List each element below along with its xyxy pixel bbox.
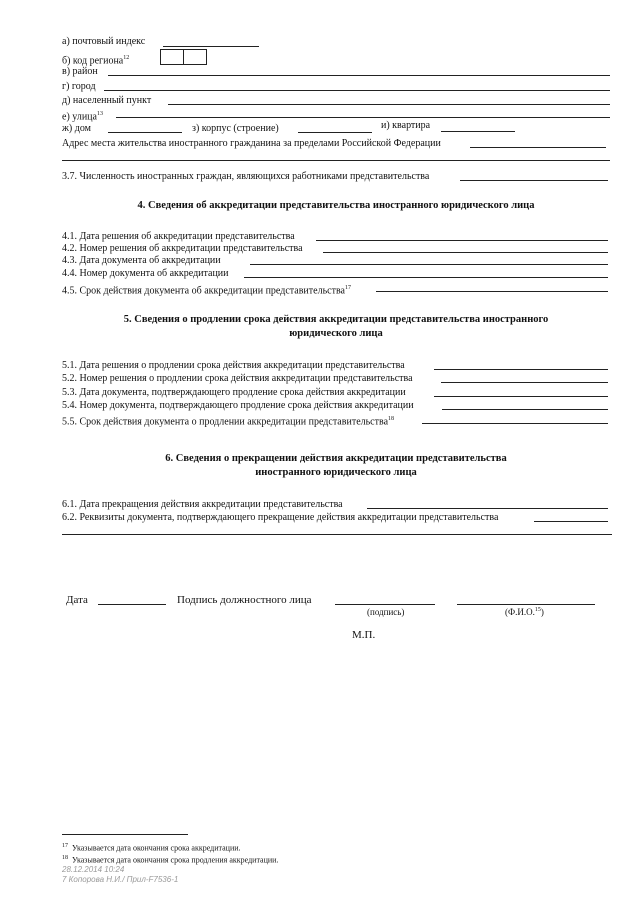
region-code-box-2[interactable] (183, 49, 207, 65)
item-5-5-field[interactable] (422, 423, 608, 424)
item-4-2-label: 4.2. Номер решения об аккредитации представительства (62, 243, 303, 254)
section-6-title-line1: 6. Сведения о прекращении действия аккредитации представительства (165, 453, 507, 464)
item-5-1-label: 5.1. Дата решения о продлении срока действия аккредитации представительства (62, 360, 405, 371)
item-6-2-field-1[interactable] (534, 521, 608, 522)
locality-label: д) населенный пункт (62, 95, 152, 106)
street-label: е) улица$^{13}$ (62, 111, 103, 123)
item-5-3-label: 5.3. Дата документа, подтверждающего продление срока действия аккредитации (62, 387, 406, 398)
item-5-4-label: 5.4. Номер документа, подтверждающего продление срока действия аккредитации (62, 400, 414, 411)
date-label: Дата (66, 594, 88, 606)
section-4-title: 4. Сведения об аккредитации представительства иностранного юридического лица (137, 200, 535, 211)
building-field[interactable] (298, 132, 372, 133)
item-3-7-field[interactable] (460, 180, 608, 181)
section-5-title-line1: 5. Сведения о продлении срока действия аккредитации представительства иностранного (123, 314, 549, 325)
footnote-divider (62, 834, 188, 835)
region-code-label: б) код региона$^{12}$ (62, 55, 130, 67)
city-label: г) город (62, 81, 96, 92)
full-name-caption: (Ф.И.О.$^{15}$) (505, 607, 544, 617)
item-3-7-label: 3.7. Численность иностранных граждан, являющихся работниками представительства (62, 171, 430, 182)
section-5-title-line2: юридического лица (289, 328, 383, 339)
item-6-2-label: 6.2. Реквизиты документа, подтверждающего прекращение действия аккредитации представительства (62, 512, 499, 523)
building-label: з) корпус (строение) (192, 123, 279, 134)
date-field[interactable] (98, 604, 166, 605)
item-5-1-field[interactable] (434, 369, 608, 370)
foreign-address-field-2[interactable] (62, 160, 610, 161)
postal-index-field[interactable] (163, 46, 259, 47)
item-5-4-field[interactable] (442, 409, 608, 410)
footnote-17: $^{17}$ Указывается дата окончания срока аккредитации. (62, 843, 241, 853)
print-stamp-date: 28.12.2014 10:24 (62, 865, 125, 874)
signature-caption: (подпись) (367, 607, 405, 617)
house-field[interactable] (108, 132, 182, 133)
district-label: в) район (62, 66, 98, 77)
item-4-4-label: 4.4. Номер документа об аккредитации (62, 268, 229, 279)
city-field[interactable] (104, 90, 610, 91)
house-label: ж) дом (62, 123, 91, 134)
signature-field[interactable] (335, 604, 435, 605)
item-5-5-label: 5.5. Срок действия документа о продлении аккредитации представительства$^{18}$ (62, 416, 395, 428)
item-4-3-field[interactable] (250, 264, 608, 265)
item-4-5-label: 4.5. Срок действия документа об аккредитации представительства$^{17}$ (62, 285, 351, 297)
seal-label: М.П. (352, 629, 376, 641)
foreign-address-field-1[interactable] (470, 147, 606, 148)
item-6-2-field-2[interactable] (62, 534, 612, 535)
apartment-label: и) квартира (381, 120, 431, 131)
postal-index-label: а) почтовый индекс (62, 36, 146, 47)
item-4-1-field[interactable] (316, 240, 608, 241)
item-5-2-field[interactable] (441, 382, 608, 383)
foreign-address-label: Адрес места жительства иностранного гражданина за пределами Российской Федерации (62, 138, 441, 149)
item-5-2-label: 5.2. Номер решения о продлении срока действия аккредитации представительства (62, 373, 413, 384)
print-stamp-info: 7 Копорова Н.И./ Прил-F7536-1 (62, 875, 179, 884)
item-4-1-label: 4.1. Дата решения об аккредитации представительства (62, 231, 295, 242)
signature-label: Подпись должностного лица (177, 594, 312, 606)
item-4-4-field[interactable] (244, 277, 608, 278)
item-6-1-field[interactable] (367, 508, 608, 509)
street-field[interactable] (116, 117, 610, 118)
region-code-box-1[interactable] (160, 49, 184, 65)
footnote-18: $^{18}$ Указывается дата окончания срока продления аккредитации. (62, 855, 279, 865)
district-field[interactable] (108, 75, 610, 76)
item-4-5-field[interactable] (376, 291, 608, 292)
item-5-3-field[interactable] (434, 396, 608, 397)
item-6-1-label: 6.1. Дата прекращения действия аккредитации представительства (62, 499, 343, 510)
locality-field[interactable] (168, 104, 610, 105)
item-4-3-label: 4.3. Дата документа об аккредитации (62, 255, 221, 266)
section-6-title-line2: иностранного юридического лица (255, 467, 417, 478)
apartment-field[interactable] (441, 131, 515, 132)
item-4-2-field[interactable] (323, 252, 608, 253)
